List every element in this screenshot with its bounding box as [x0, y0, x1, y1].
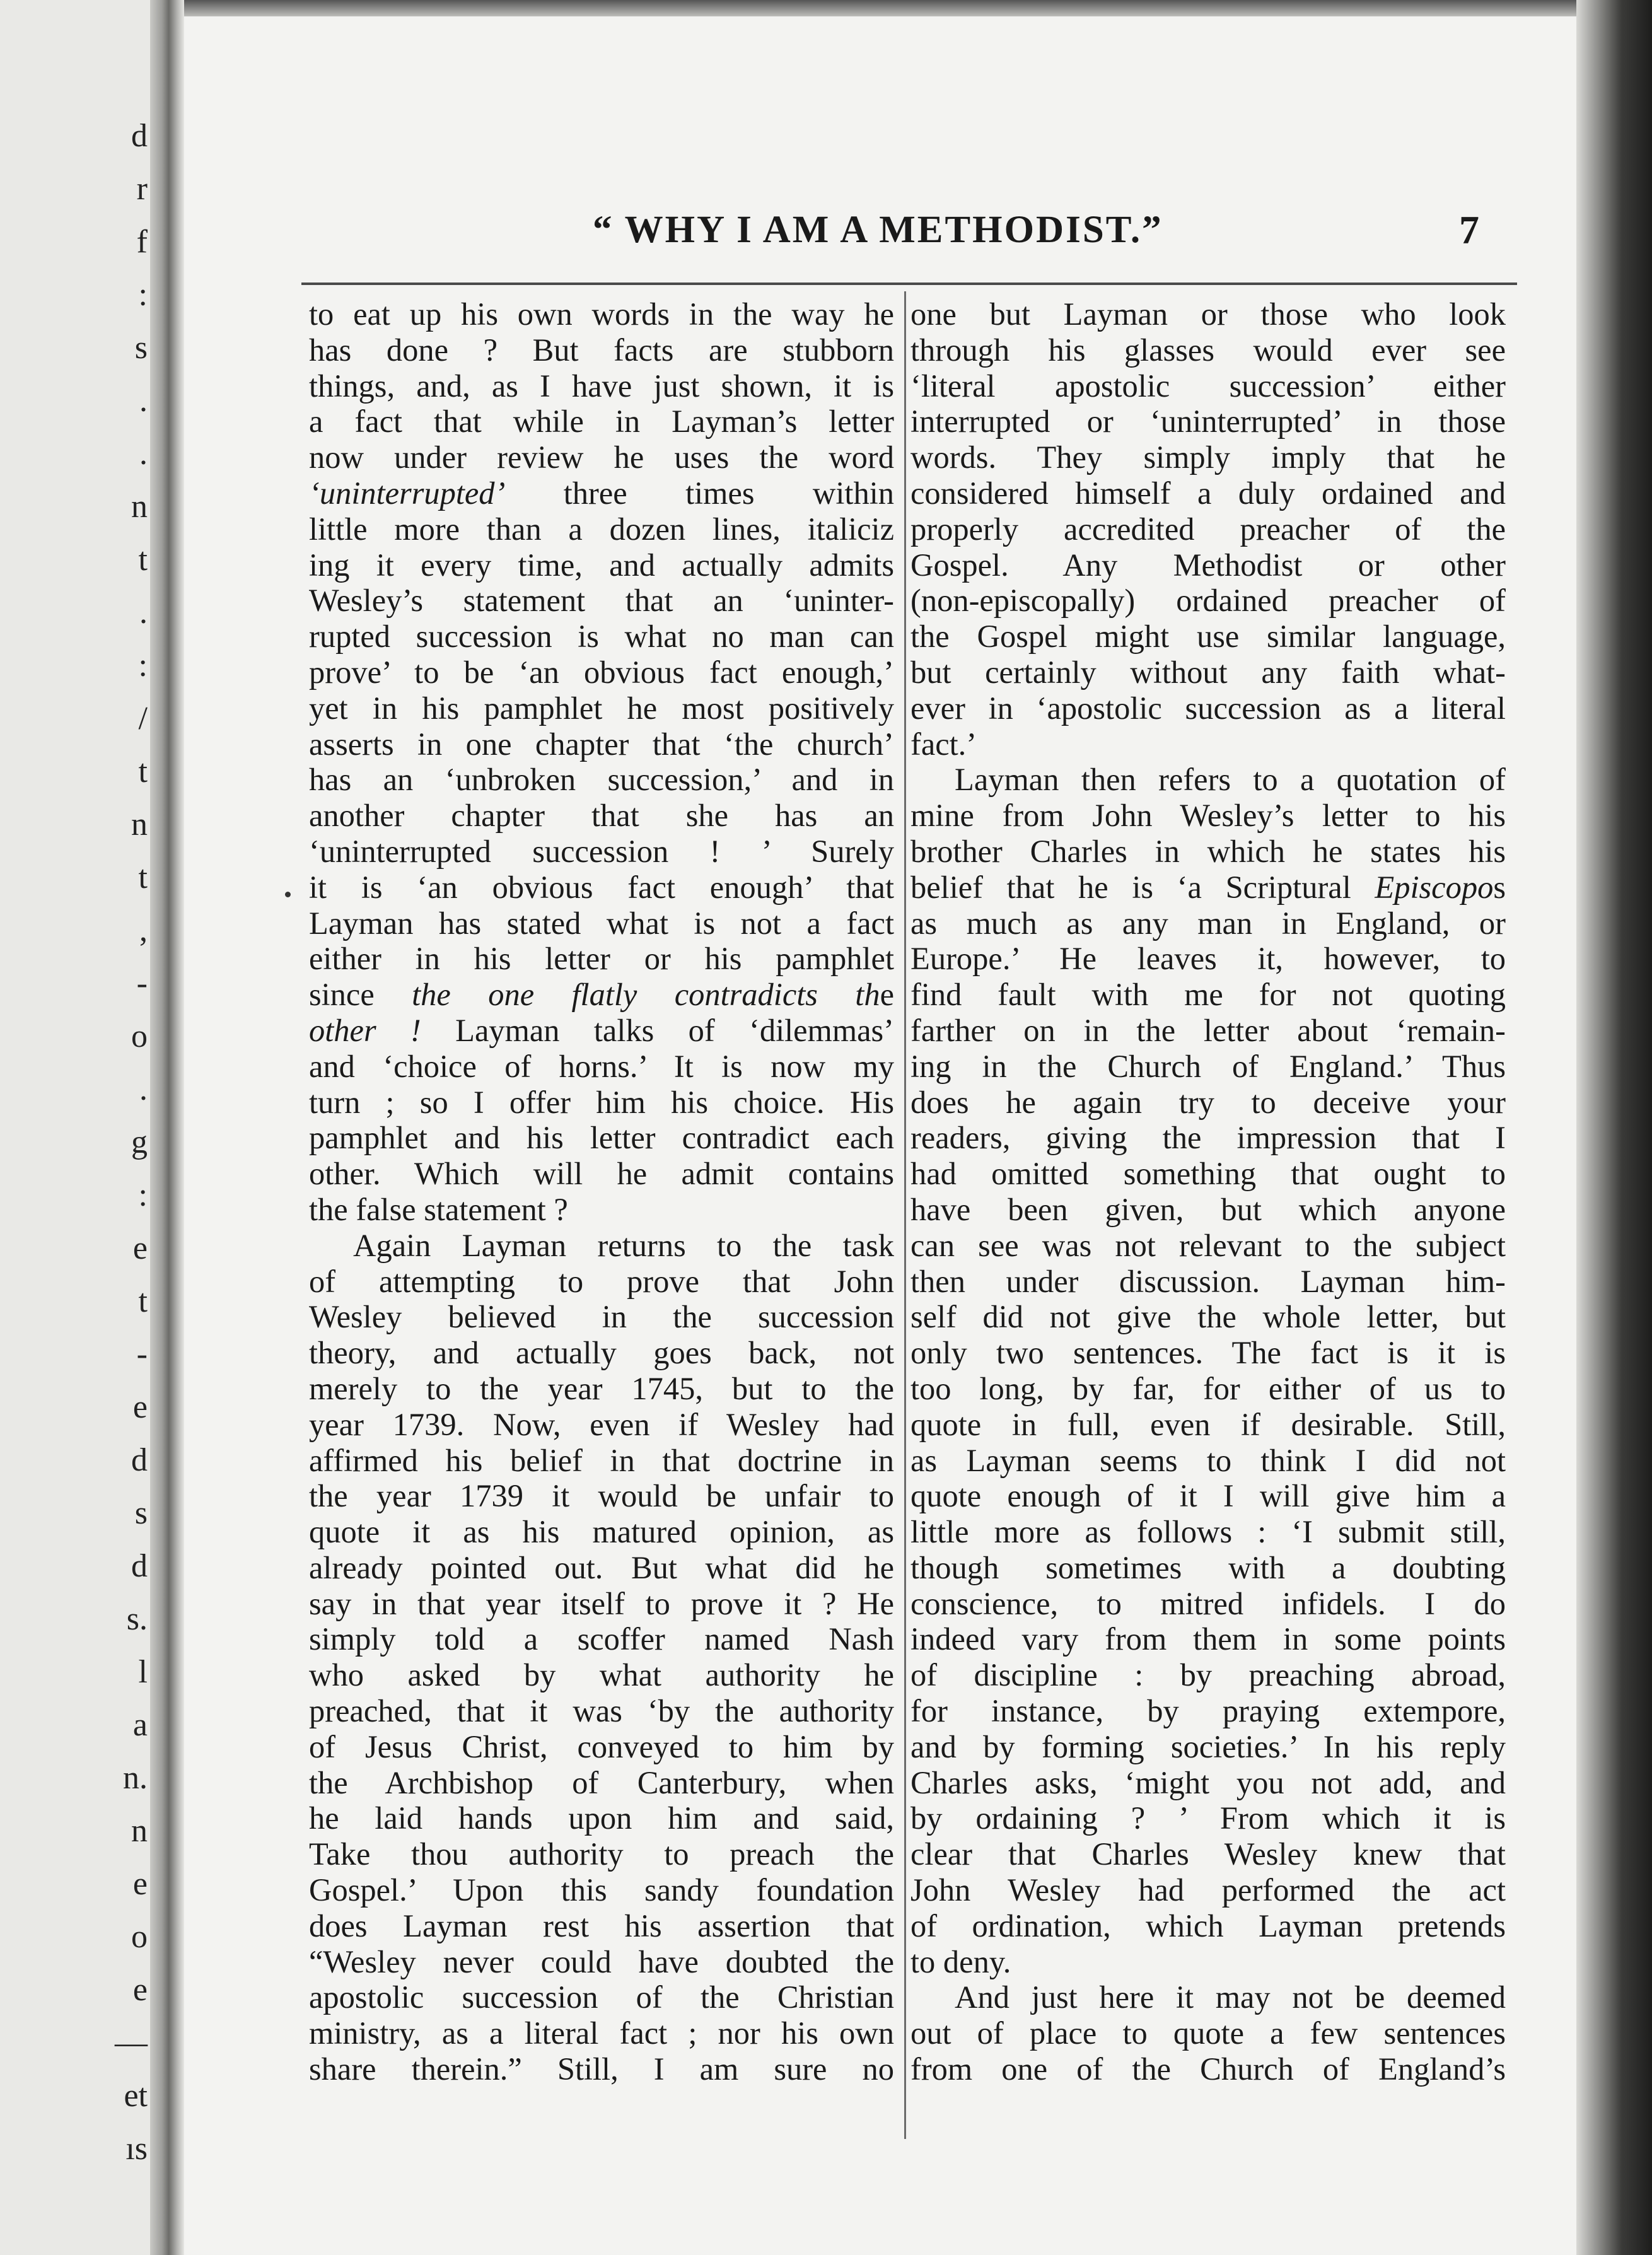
text-line: belief that he is ‘a Scriptural Episcopos — [910, 869, 1506, 905]
edge-character: s — [134, 330, 148, 366]
edge-character: . — [139, 436, 148, 472]
text-line: it is ‘an obvious fact enough’ that — [309, 869, 894, 905]
text-line: of attempting to prove that John — [309, 1263, 894, 1299]
edge-character: e — [132, 1866, 148, 1902]
text-line: the year 1739 it would be unfair to — [309, 1478, 894, 1514]
text-line: quote in full, even if desirable. Still, — [910, 1406, 1506, 1442]
text-line: ing it every time, and actually admits — [309, 547, 894, 583]
edge-character: t — [138, 859, 148, 895]
edge-character: r — [136, 171, 148, 207]
edge-character: e — [132, 1972, 148, 2008]
edge-character: e — [132, 1230, 148, 1266]
text-line: readers, giving the impression that I — [910, 1120, 1506, 1156]
text-line: for instance, by praying extempore, — [910, 1693, 1506, 1729]
text-line: though sometimes with a doubting — [910, 1549, 1506, 1585]
running-head-title: “ WHY I AM A METHODIST.” — [593, 209, 1163, 251]
text-line: mine from John Wesley’s letter to his — [910, 798, 1506, 834]
text-line: asserts in one chapter that ‘the church’ — [309, 726, 894, 762]
text-line: self did not give the whole letter, but — [910, 1299, 1506, 1335]
edge-character: / — [138, 701, 148, 737]
text-line: considered himself a duly ordained and — [910, 475, 1506, 511]
edge-character: e — [132, 1389, 148, 1425]
text-column-left — [309, 296, 894, 2087]
text-line: rupted succession is what no man can — [309, 619, 894, 655]
edge-character: : — [138, 277, 148, 313]
text-line: things, and, as I have just shown, it is — [309, 368, 894, 404]
text-line: properly accredited preacher of the — [910, 511, 1506, 547]
text-line: words. They simply imply that he — [910, 440, 1506, 475]
text-line: Europe.’ He leaves it, however, to — [910, 941, 1506, 977]
text-line: Gospel. Any Methodist or other — [910, 547, 1506, 583]
text-line: since the one flatly contradicts the — [309, 977, 894, 1013]
text-line: little more than a dozen lines, italiciz — [309, 511, 894, 547]
text-line: one but Layman or those who look — [910, 296, 1506, 332]
text-line: Wesley’s statement that an ‘uninter- — [309, 583, 894, 619]
text-line: other. Which will he admit contains — [309, 1156, 894, 1192]
text-line: little more as follows : ‘I submit still, — [910, 1514, 1506, 1550]
text-line: Layman then refers to a quotation of — [955, 762, 1506, 798]
text-line: already pointed out. But what did he — [309, 1549, 894, 1585]
text-line: affirmed his belief in that doctrine in — [309, 1442, 894, 1478]
text-line: Layman has stated what is not a fact — [309, 905, 894, 941]
text-line: say in that year itself to prove it ? He — [309, 1585, 894, 1621]
text-line: (non-episcopally) ordained preacher of — [910, 583, 1506, 619]
text-line: has an ‘unbroken succession,’ and in — [309, 762, 894, 798]
edge-character: . — [139, 1071, 148, 1107]
edge-character: n — [131, 807, 148, 842]
page-right-edge — [1576, 0, 1652, 2255]
left-facing-page — [0, 0, 150, 2255]
text-line: then under discussion. Layman him- — [910, 1263, 1506, 1299]
text-line: conscience, to mitred infidels. I do — [910, 1585, 1506, 1621]
edge-character: t — [138, 542, 148, 578]
text-line: of Jesus Christ, conveyed to him by — [309, 1728, 894, 1764]
text-line: and ‘choice of horns.’ It is now my — [309, 1048, 894, 1084]
text-line: does Layman rest his assertion that — [309, 1908, 894, 1943]
edge-character: g — [131, 1124, 148, 1160]
text-line: other ! Layman talks of ‘dilemmas’ — [309, 1012, 894, 1048]
text-line: theory, and actually goes back, not — [309, 1335, 894, 1371]
header-rule — [301, 283, 1517, 285]
edge-character: d — [131, 1548, 148, 1584]
text-line: prove’ to be ‘an obvious fact enough,’ — [309, 654, 894, 690]
column-divider-rule — [904, 291, 906, 2139]
edge-character: , — [139, 912, 148, 948]
text-line: preached, that it was ‘by the authority — [309, 1693, 894, 1729]
text-line: only two sentences. The fact is it is — [910, 1335, 1506, 1371]
text-line: clear that Charles Wesley knew that — [910, 1836, 1506, 1872]
text-line: to eat up his own words in the way he — [309, 296, 894, 332]
edge-character: n. — [123, 1760, 148, 1796]
text-line: the false statement ? — [309, 1191, 568, 1227]
text-line: now under review he uses the word — [309, 440, 894, 475]
text-line: either in his letter or his pamphlet — [309, 941, 894, 977]
edge-character: . — [139, 383, 148, 419]
text-line: ‘uninterrupted’ three times within — [309, 475, 894, 511]
text-line: ing in the Church of England.’ Thus — [910, 1048, 1506, 1084]
text-line: simply told a scoffer named Nash — [309, 1621, 894, 1657]
edge-character: t — [138, 1283, 148, 1319]
edge-character: o — [131, 1919, 148, 1955]
edge-character: d — [131, 1442, 148, 1478]
text-line: interrupted or ‘uninterrupted’ in those — [910, 404, 1506, 440]
text-line: fact.’ — [910, 726, 977, 762]
page-number: 7 — [1459, 207, 1479, 252]
left-page-cut-off-text — [0, 0, 150, 2255]
text-line: farther on in the letter about ‘remain- — [910, 1012, 1506, 1048]
text-line: but certainly without any faith what- — [910, 654, 1506, 690]
edge-character: . — [139, 595, 148, 631]
page-top-edge — [184, 0, 1584, 16]
edge-character: ıs — [125, 2131, 148, 2167]
edge-character: d — [131, 118, 148, 154]
text-line: he laid hands upon him and said, — [309, 1800, 894, 1836]
text-line: has done ? But facts are stubborn — [309, 332, 894, 368]
text-line: brother Charles in which he states his — [910, 833, 1506, 869]
text-line: through his glasses would ever see — [910, 332, 1506, 368]
text-line: as much as any man in England, or — [910, 905, 1506, 941]
edge-character: — — [115, 2025, 148, 2061]
text-line: ‘uninterrupted succession ! ’ Surely — [309, 833, 894, 869]
edge-character: t — [138, 754, 148, 790]
edge-character: : — [138, 648, 148, 684]
edge-character: - — [136, 965, 148, 1001]
text-line: had omitted something that ought to — [910, 1156, 1506, 1192]
edge-character: l — [138, 1654, 148, 1690]
text-line: apostolic succession of the Christian — [309, 1979, 894, 2015]
ink-speck — [285, 892, 291, 897]
text-line: find fault with me for not quoting — [910, 977, 1506, 1013]
text-line: too long, by far, for either of us to — [910, 1370, 1506, 1406]
text-line: and by forming societies.’ In his reply — [910, 1728, 1506, 1764]
text-line: merely to the year 1745, but to the — [309, 1370, 894, 1406]
text-line: Again Layman returns to the task — [353, 1227, 894, 1263]
text-line: out of place to quote a few sentences — [910, 2015, 1506, 2051]
text-line: of discipline : by preaching abroad, — [910, 1657, 1506, 1693]
text-line: does he again try to deceive your — [910, 1084, 1506, 1120]
edge-character: o — [131, 1018, 148, 1054]
edge-character: et — [124, 2078, 148, 2114]
text-line: Gospel.’ Upon this sandy foundation — [309, 1872, 894, 1908]
text-line: as Layman seems to think I did not — [910, 1442, 1506, 1478]
book-gutter — [150, 0, 184, 2255]
text-line: share therein.” Still, I am sure no — [309, 2051, 894, 2087]
text-line: quote it as his matured opinion, as — [309, 1514, 894, 1550]
text-line: who asked by what authority he — [309, 1657, 894, 1693]
text-line: can see was not relevant to the subject — [910, 1227, 1506, 1263]
text-line: from one of the Church of England’s — [910, 2051, 1506, 2087]
text-line: ever in ‘apostolic succession as a literal — [910, 690, 1506, 726]
text-line: quote enough of it I will give him a — [910, 1478, 1506, 1514]
text-line: ministry, as a literal fact ; nor his own — [309, 2015, 894, 2051]
text-line: year 1739. Now, even if Wesley had — [309, 1406, 894, 1442]
edge-character: n — [131, 1813, 148, 1849]
edge-character: - — [136, 1336, 148, 1372]
text-line: indeed vary from them in some points — [910, 1621, 1506, 1657]
edge-character: s. — [126, 1601, 148, 1637]
text-line: “Wesley never could have doubted the — [309, 1943, 894, 1979]
text-line: to deny. — [910, 1943, 1011, 1979]
text-line: by ordaining ? ’ From which it is — [910, 1800, 1506, 1836]
text-line: the Archbishop of Canterbury, when — [309, 1764, 894, 1800]
edge-character: s — [134, 1495, 148, 1531]
text-line: ‘literal apostolic succession’ either — [910, 368, 1506, 404]
edge-character: f — [136, 224, 148, 260]
text-line: pamphlet and his letter contradict each — [309, 1120, 894, 1156]
text-line: have been given, but which anyone — [910, 1191, 1506, 1227]
text-column-right — [910, 296, 1506, 2087]
text-line: another chapter that she has an — [309, 798, 894, 834]
text-line: Charles asks, ‘might you not add, and — [910, 1764, 1506, 1800]
text-line: And just here it may not be deemed — [955, 1979, 1506, 2015]
text-line: Take thou authority to preach the — [309, 1836, 894, 1872]
edge-character: n — [131, 489, 148, 525]
text-line: the Gospel might use similar language, — [910, 619, 1506, 655]
edge-character: : — [138, 1177, 148, 1213]
text-line: of ordination, which Layman pretends — [910, 1908, 1506, 1943]
text-line: Wesley believed in the succession — [309, 1299, 894, 1335]
edge-character: a — [132, 1707, 148, 1743]
text-line: a fact that while in Layman’s letter — [309, 404, 894, 440]
text-line: turn ; so I offer him his choice. His — [309, 1084, 894, 1120]
text-line: yet in his pamphlet he most positively — [309, 690, 894, 726]
text-line: John Wesley had performed the act — [910, 1872, 1506, 1908]
